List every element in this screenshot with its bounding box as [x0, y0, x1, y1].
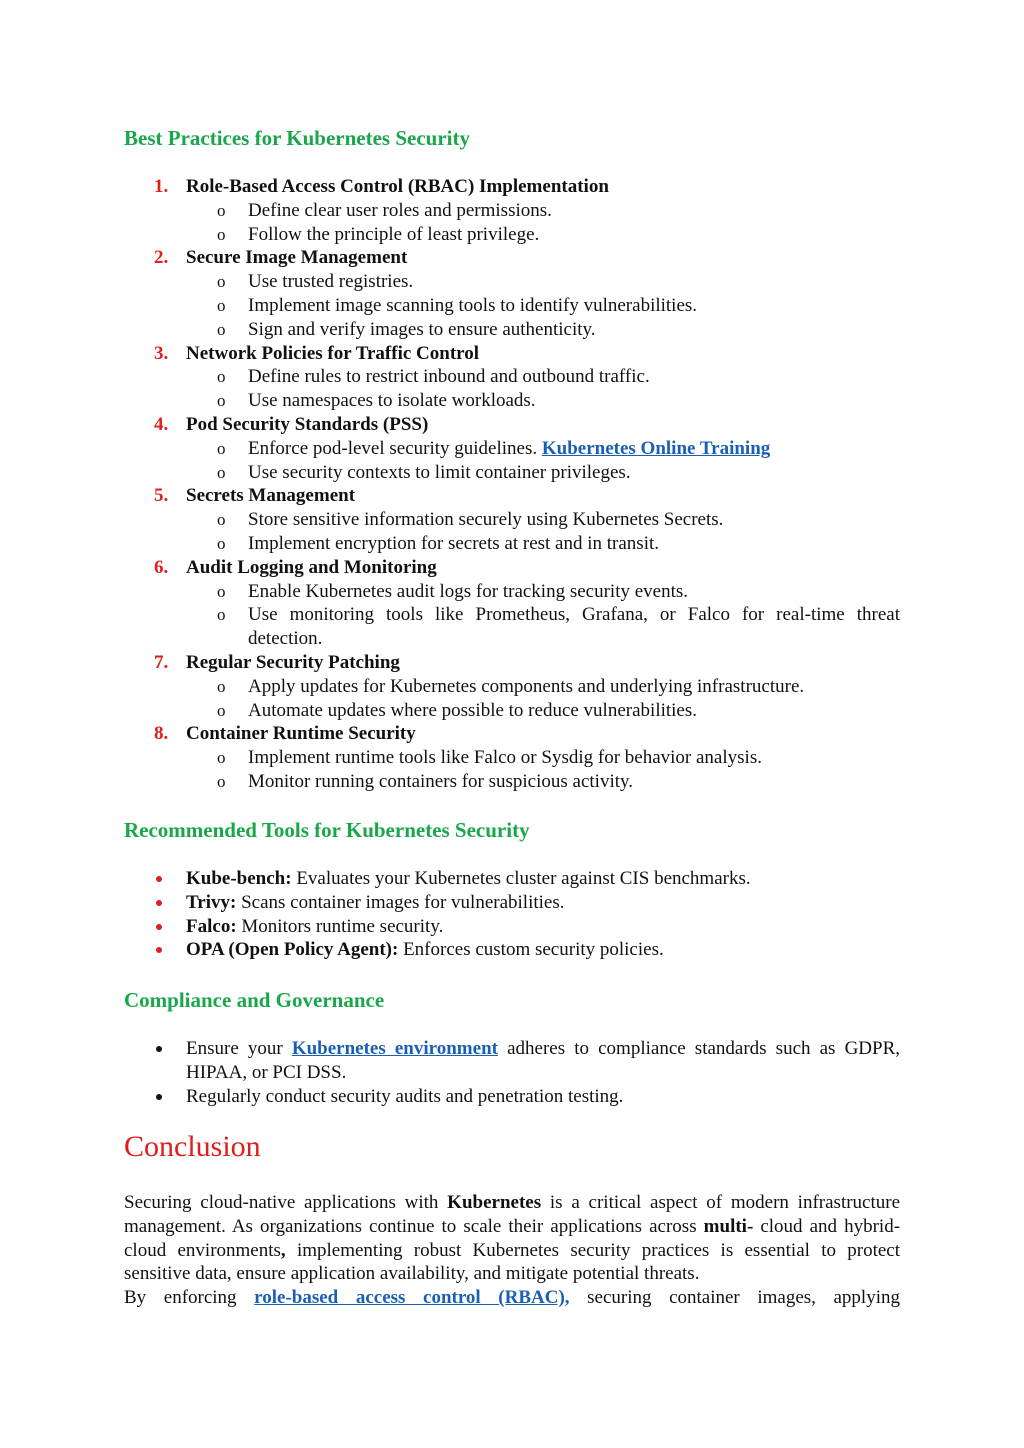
best-practices-heading: Best Practices for Kubernetes Security — [124, 126, 471, 150]
sub-item: o Sign and verify images to ensure authenticity. — [217, 318, 596, 340]
compliance-heading: Compliance and Governance — [124, 988, 385, 1012]
sub-item: o Automate updates where possible to reduce vulnerabilities. — [217, 699, 698, 721]
bullet-icon — [156, 900, 162, 906]
sub-item: o Implement image scanning tools to identify vulnerabilities. — [217, 294, 698, 316]
list-item: 4. Pod Security Standards (PSS) — [154, 413, 429, 435]
list-item: 3. Network Policies for Traffic Control — [154, 342, 480, 364]
sub-item: o Store sensitive information securely using Kubernetes Secrets. — [217, 509, 724, 531]
conclusion-paragraph: Securing cloud-native applications with Kubernetes is a critical aspect of modern infrastructure management. As organizations continue to scale their applications across multi- cloud and hybrid-cloud environments, implementing robust Kubernetes security practices is essential to protect sensitive data, ensure application availability, and mitigate potential threats. By enforcing role-based access control (RBAC), securing container images, applying — [124, 1192, 901, 1309]
list-item: 2. Secure Image Management — [154, 247, 408, 269]
sub-item: o Apply updates for Kubernetes components and underlying infrastructure. — [217, 675, 805, 697]
kubernetes-online-training-link[interactable]: Kubernetes Online Training — [541, 437, 771, 459]
tools-list — [124, 867, 900, 962]
sub-item: o Use security contexts to limit container privileges. — [217, 461, 631, 483]
rbac-link[interactable]: role-based access control (RBAC), — [254, 1287, 570, 1309]
list-item: 7. Regular Security Patching — [154, 651, 400, 673]
bullet-icon — [156, 876, 162, 882]
sub-item: o Follow the principle of least privilege. — [217, 223, 540, 245]
sub-item: o Define rules to restrict inbound and outbound traffic. — [217, 366, 650, 388]
list-item: Falco: Monitors runtime security. — [124, 915, 900, 939]
best-practices-list — [124, 175, 900, 794]
sub-item: o Define clear user roles and permissions. — [217, 199, 552, 221]
sub-item: o Use trusted registries. — [217, 271, 414, 293]
list-item: Ensure your Kubernetes environment adheres to compliance standards such as GDPR, HIPAA, or PCI DSS. — [124, 1037, 900, 1085]
list-item: Kube-bench: Evaluates your Kubernetes cluster against CIS benchmarks. — [124, 867, 900, 891]
list-item: Regularly conduct security audits and penetration testing. — [124, 1085, 900, 1109]
bullet-icon — [156, 1046, 162, 1052]
sub-item: o Enable Kubernetes audit logs for tracking security events. — [217, 580, 689, 602]
sub-item: o Monitor running containers for suspicious activity. — [217, 770, 634, 792]
bullet-icon — [156, 924, 162, 930]
list-item: 1. Role-Based Access Control (RBAC) Implementation — [154, 176, 609, 197]
list-item: 6. Audit Logging and Monitoring — [154, 556, 437, 578]
sub-item: o Implement encryption for secrets at rest and in transit. — [217, 532, 660, 554]
compliance-list — [124, 1037, 900, 1108]
conclusion-heading: Conclusion — [124, 1130, 261, 1163]
list-item: OPA (Open Policy Agent): Enforces custom security policies. — [124, 938, 900, 962]
sub-item: o Enforce pod-level security guidelines. Kubernetes Online Training — [217, 437, 771, 459]
list-item: 5. Secrets Management — [154, 485, 356, 507]
bullet-icon — [156, 947, 162, 953]
recommended-tools-heading: Recommended Tools for Kubernetes Security — [124, 818, 530, 842]
sub-item: o Use namespaces to isolate workloads. — [217, 390, 536, 412]
kubernetes-environment-link[interactable]: Kubernetes environment — [291, 1038, 498, 1059]
sub-item: o Implement runtime tools like Falco or Sysdig for behavior analysis. — [217, 747, 762, 769]
bullet-icon — [156, 1094, 162, 1100]
list-item: Trivy: Scans container images for vulnerabilities. — [124, 891, 900, 915]
sub-item: o Use monitoring tools like Prometheus, Grafana, or Falco for real-time threat detection. — [217, 604, 900, 650]
list-item: 8. Container Runtime Security — [154, 723, 416, 745]
